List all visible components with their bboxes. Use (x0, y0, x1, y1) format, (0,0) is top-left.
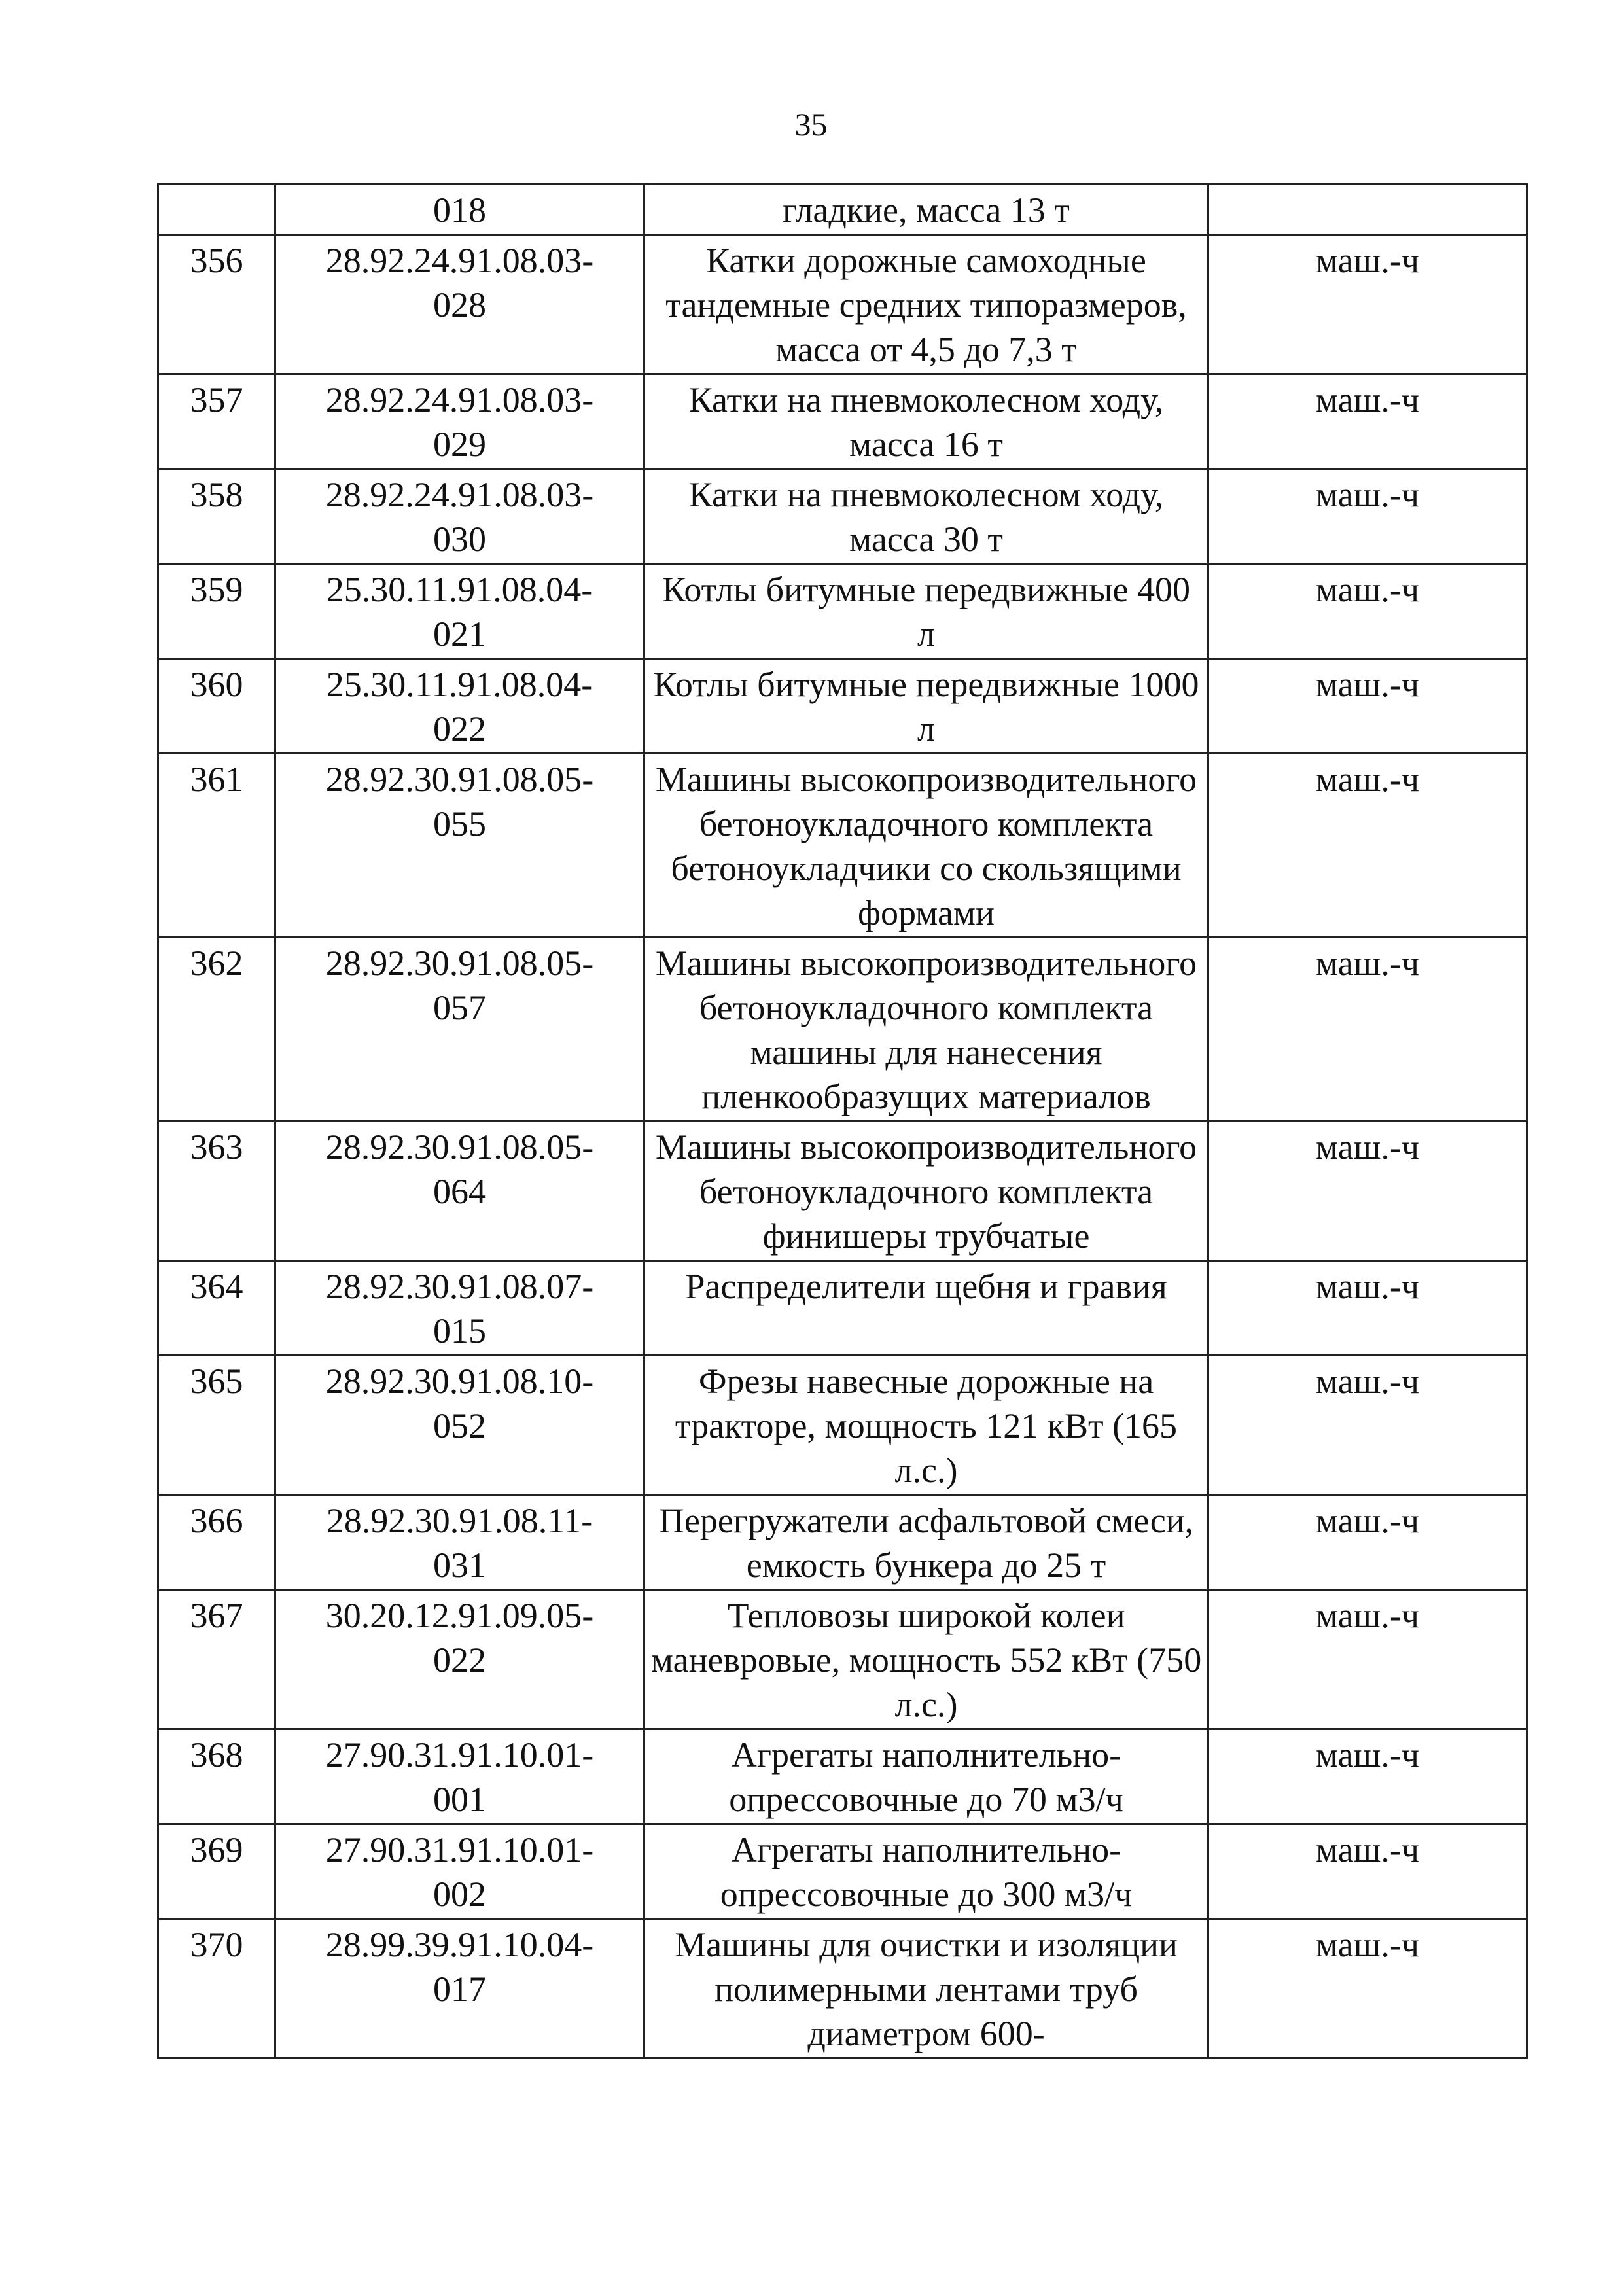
row-number: 363 (158, 1122, 275, 1261)
table-row (158, 754, 1527, 938)
resource-code-part: 28.92.24.91.08.03- (325, 380, 594, 419)
resource-code (275, 1919, 644, 2058)
resource-code (275, 659, 644, 754)
resource-code-part: 064 (433, 1172, 486, 1211)
resource-code (275, 1729, 644, 1824)
unit-of-measure: маш.-ч (1208, 235, 1527, 374)
table-row (158, 1919, 1527, 2058)
resource-code-part: 028 (433, 285, 486, 325)
table-row (158, 469, 1527, 564)
resource-code-part: 25.30.11.91.08.04- (326, 570, 593, 609)
resource-code-part: 022 (433, 709, 486, 749)
resource-name: Катки дорожные самоходные тандемные средних типоразмеров, масса от 4,5 до 7,3 т (644, 235, 1208, 374)
resource-code-part: 27.90.31.91.10.01- (325, 1735, 594, 1775)
row-number: 361 (158, 754, 275, 938)
row-number: 356 (158, 235, 275, 374)
resource-code-part: 018 (433, 190, 486, 230)
unit-of-measure: маш.-ч (1208, 1261, 1527, 1356)
row-number: 367 (158, 1590, 275, 1729)
resource-code (275, 374, 644, 469)
resource-code-part: 021 (433, 614, 486, 654)
unit-of-measure (1208, 185, 1527, 235)
unit-of-measure: маш.-ч (1208, 564, 1527, 659)
table-row (158, 1261, 1527, 1356)
table-body (158, 185, 1527, 2058)
unit-of-measure: маш.-ч (1208, 469, 1527, 564)
resource-name: Перегружатели асфальтовой смеси, емкость бункера до 25 т (644, 1495, 1208, 1590)
resource-name: Котлы битумные передвижные 1000 л (644, 659, 1208, 754)
row-number: 364 (158, 1261, 275, 1356)
resource-name: Машины высокопроизводительного бетоноукладочного комплекта финишеры трубчатые (644, 1122, 1208, 1261)
row-number: 362 (158, 938, 275, 1122)
resource-code-part: 28.92.24.91.08.03- (325, 475, 594, 514)
resource-code-part: 28.92.30.91.08.10- (325, 1362, 594, 1401)
resource-code (275, 185, 644, 235)
row-number: 357 (158, 374, 275, 469)
resource-name: Катки на пневмоколесном ходу, масса 16 т (644, 374, 1208, 469)
table-row (158, 1729, 1527, 1824)
unit-of-measure: маш.-ч (1208, 1122, 1527, 1261)
unit-of-measure: маш.-ч (1208, 1495, 1527, 1590)
resource-name: Агрегаты наполнительно-опрессовочные до 70 м3/ч (644, 1729, 1208, 1824)
resource-code (275, 1590, 644, 1729)
resource-code (275, 938, 644, 1122)
machinery-table (157, 183, 1528, 2059)
table-row (158, 1495, 1527, 1590)
resource-code-part: 022 (433, 1640, 486, 1680)
resource-name: Котлы битумные передвижные 400 л (644, 564, 1208, 659)
resource-code-part: 002 (433, 1875, 486, 1914)
resource-code-part: 052 (433, 1406, 486, 1445)
table-row (158, 185, 1527, 235)
resource-code-part: 001 (433, 1780, 486, 1819)
resource-code (275, 1261, 644, 1356)
row-number: 358 (158, 469, 275, 564)
resource-code-part: 28.92.24.91.08.03- (325, 241, 594, 280)
resource-code-part: 28.92.30.91.08.05- (325, 760, 594, 799)
table-row (158, 1590, 1527, 1729)
resource-name: Катки на пневмоколесном ходу, масса 30 т (644, 469, 1208, 564)
page-number: 35 (794, 106, 828, 143)
resource-name: Фрезы навесные дорожные на тракторе, мощность 121 кВт (165 л.с.) (644, 1356, 1208, 1495)
resource-code (275, 1122, 644, 1261)
resource-name: Машины для очистки и изоляции полимерными лентами труб диаметром 600- (644, 1919, 1208, 2058)
resource-code-part: 017 (433, 1969, 486, 2009)
resource-code-part: 25.30.11.91.08.04- (326, 665, 593, 704)
resource-code (275, 754, 644, 938)
row-number: 368 (158, 1729, 275, 1824)
unit-of-measure: маш.-ч (1208, 938, 1527, 1122)
resource-code-part: 015 (433, 1311, 486, 1351)
resource-code-part: 029 (433, 425, 486, 464)
table-row (158, 659, 1527, 754)
row-number: 369 (158, 1824, 275, 1919)
unit-of-measure: маш.-ч (1208, 374, 1527, 469)
unit-of-measure: маш.-ч (1208, 659, 1527, 754)
table-row (158, 235, 1527, 374)
resource-name: Распределители щебня и гравия (644, 1261, 1208, 1356)
resource-name: Машины высокопроизводительного бетоноукладочного комплекта бетоноукладчики со скользящими формами (644, 754, 1208, 938)
resource-code (275, 469, 644, 564)
resource-code-part: 030 (433, 520, 486, 559)
row-number: 365 (158, 1356, 275, 1495)
resource-code (275, 564, 644, 659)
resource-code-part: 28.99.39.91.10.04- (325, 1925, 594, 1964)
resource-code (275, 1356, 644, 1495)
resource-code (275, 1495, 644, 1590)
row-number (158, 185, 275, 235)
table-row (158, 1824, 1527, 1919)
unit-of-measure: маш.-ч (1208, 1824, 1527, 1919)
unit-of-measure: маш.-ч (1208, 754, 1527, 938)
table-row (158, 1356, 1527, 1495)
unit-of-measure: маш.-ч (1208, 1356, 1527, 1495)
resource-code-part: 28.92.30.91.08.05- (325, 944, 594, 983)
resource-name: Тепловозы широкой колеи маневровые, мощность 552 кВт (750 л.с.) (644, 1590, 1208, 1729)
resource-code-part: 27.90.31.91.10.01- (325, 1830, 594, 1869)
table-row (158, 938, 1527, 1122)
table-row (158, 1122, 1527, 1261)
resource-code-part: 28.92.30.91.08.11- (326, 1501, 593, 1540)
resource-code-part: 055 (433, 804, 486, 843)
row-number: 359 (158, 564, 275, 659)
resource-name: Машины высокопроизводительного бетоноукладочного комплекта машины для нанесения пленкообразущих материалов (644, 938, 1208, 1122)
row-number: 366 (158, 1495, 275, 1590)
resource-code-part: 28.92.30.91.08.05- (325, 1127, 594, 1167)
resource-code (275, 235, 644, 374)
resource-code-part: 30.20.12.91.09.05- (325, 1596, 594, 1635)
unit-of-measure: маш.-ч (1208, 1919, 1527, 2058)
resource-name: Агрегаты наполнительно-опрессовочные до 300 м3/ч (644, 1824, 1208, 1919)
table-row (158, 374, 1527, 469)
resource-code-part: 031 (433, 1545, 486, 1585)
row-number: 370 (158, 1919, 275, 2058)
resource-code-part: 28.92.30.91.08.07- (325, 1267, 594, 1306)
resource-code-part: 057 (433, 988, 486, 1027)
resource-name: гладкие, масса 13 т (644, 185, 1208, 235)
row-number: 360 (158, 659, 275, 754)
unit-of-measure: маш.-ч (1208, 1590, 1527, 1729)
unit-of-measure: маш.-ч (1208, 1729, 1527, 1824)
resource-code (275, 1824, 644, 1919)
table-row (158, 564, 1527, 659)
